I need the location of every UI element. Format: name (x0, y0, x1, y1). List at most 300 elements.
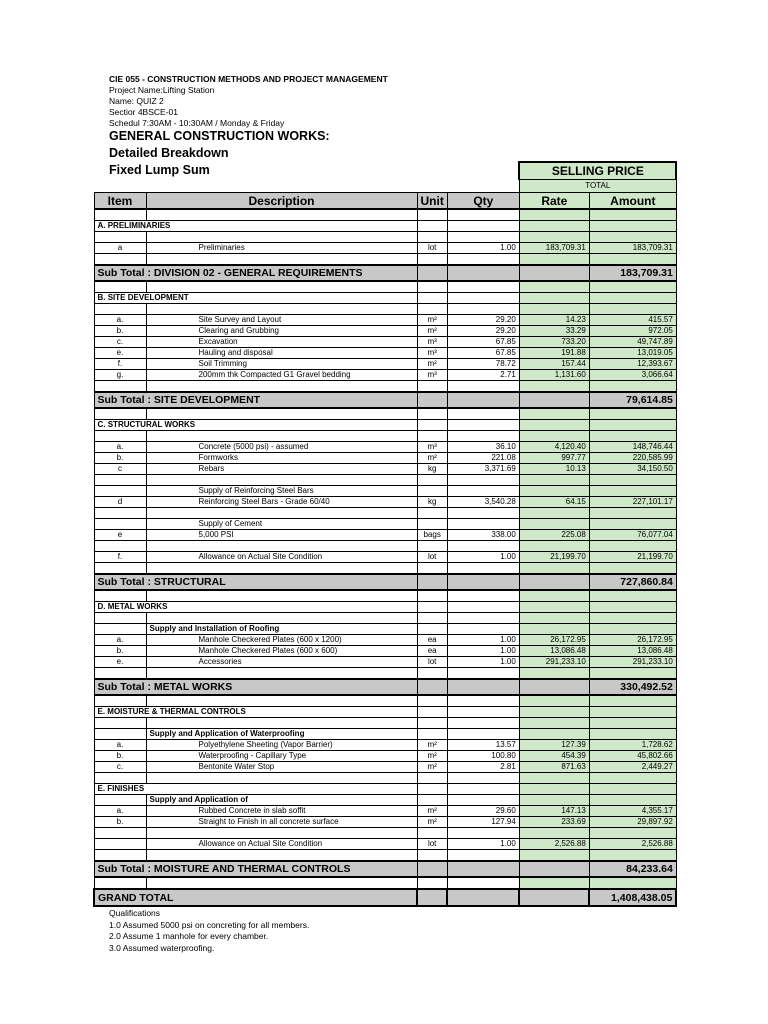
section-heading-row (94, 784, 676, 795)
item-amount: 1,728.62 (589, 740, 676, 751)
item-qty: 67.85 (447, 337, 519, 348)
unit-cell (417, 795, 447, 806)
description-cell (146, 232, 417, 243)
line-item-row (94, 817, 676, 828)
qty-cell (447, 304, 519, 315)
unit-cell (417, 718, 447, 729)
line-item-row (94, 486, 676, 497)
grand-total-label: GRAND TOTAL (94, 889, 417, 906)
item-cell (94, 877, 146, 889)
section-heading-row (94, 293, 676, 304)
item-rate (519, 486, 589, 497)
item-unit (417, 486, 447, 497)
item-code: e. (94, 657, 146, 668)
item-description: Manhole Checkered Plates (600 x 1200) (146, 635, 417, 646)
column-header-qty: Qty (447, 193, 519, 210)
spacer-row (94, 563, 676, 575)
item-code: f. (94, 552, 146, 563)
amount-cell (589, 668, 676, 680)
unit-cell (417, 590, 447, 602)
item-qty: 1.00 (447, 552, 519, 563)
item-qty (447, 486, 519, 497)
item-description: Site Survey and Layout (146, 315, 417, 326)
amount-cell (589, 381, 676, 393)
item-code: b. (94, 453, 146, 464)
rate-cell (519, 602, 589, 613)
rate-cell (519, 828, 589, 839)
line-item-row (94, 326, 676, 337)
section-heading: A. PRELIMINARIES (94, 221, 417, 232)
rate-cell (519, 718, 589, 729)
item-unit: m² (417, 751, 447, 762)
section-heading-row (94, 707, 676, 718)
section-heading-row (94, 221, 676, 232)
unit-cell (417, 293, 447, 304)
rate-cell (519, 668, 589, 680)
line-item-row (94, 359, 676, 370)
column-header-amount: Amount (589, 193, 676, 210)
item-code: a. (94, 635, 146, 646)
rate-cell (519, 729, 589, 740)
line-item-row (94, 243, 676, 254)
spacer-row (94, 850, 676, 862)
item-unit: lot (417, 243, 447, 254)
item-rate: 33.29 (519, 326, 589, 337)
qty-cell (447, 431, 519, 442)
spacer-row (94, 508, 676, 519)
amount-cell (589, 431, 676, 442)
item-code: b. (94, 817, 146, 828)
item-unit: m² (417, 315, 447, 326)
amount-cell (589, 729, 676, 740)
item-code: c (94, 464, 146, 475)
description-cell (146, 304, 417, 315)
unit-cell (417, 563, 447, 575)
item-rate: 64.15 (519, 497, 589, 508)
item-unit: m² (417, 806, 447, 817)
item-code (94, 519, 146, 530)
item-amount: 415.57 (589, 315, 676, 326)
item-code: b. (94, 751, 146, 762)
qty-cell (447, 281, 519, 293)
item-code: a. (94, 806, 146, 817)
item-description: Formworks (146, 453, 417, 464)
item-amount: 291,233.10 (589, 657, 676, 668)
item-amount (589, 486, 676, 497)
spacer-row (94, 828, 676, 839)
schedule-label: Schedul 7:30AM - 10:30AM / Monday & Friday (109, 118, 285, 128)
section-heading: E. FINISHES (94, 784, 417, 795)
line-item-row (94, 806, 676, 817)
qty-cell (447, 889, 519, 906)
unit-cell (417, 574, 447, 590)
subtotal-row (94, 392, 676, 408)
qty-cell (447, 475, 519, 486)
item-amount: 148,746.44 (589, 442, 676, 453)
amount-cell (589, 850, 676, 862)
rate-cell (519, 784, 589, 795)
line-item-row (94, 552, 676, 563)
item-code: b. (94, 326, 146, 337)
item-amount: 45,802.66 (589, 751, 676, 762)
document-title: GENERAL CONSTRUCTION WORKS: (109, 129, 330, 143)
amount-cell (589, 784, 676, 795)
rate-cell (519, 254, 589, 266)
item-code (94, 486, 146, 497)
item-code: c. (94, 762, 146, 773)
rate-cell (519, 679, 589, 695)
item-description: Hauling and disposal (146, 348, 417, 359)
item-unit: m² (417, 359, 447, 370)
item-rate: 10.13 (519, 464, 589, 475)
amount-cell (589, 293, 676, 304)
amount-cell (589, 254, 676, 266)
rate-cell (519, 861, 589, 877)
item-amount: 34,150.50 (589, 464, 676, 475)
item-unit: m² (417, 326, 447, 337)
subsection-row (94, 795, 676, 806)
column-header-item: Item (94, 193, 146, 210)
item-cell (94, 828, 146, 839)
total-header-row (94, 180, 676, 193)
item-unit: m³ (417, 442, 447, 453)
subsection-row (94, 624, 676, 635)
item-unit: m³ (417, 348, 447, 359)
rate-cell (519, 265, 589, 281)
amount-cell (589, 281, 676, 293)
qty-cell (447, 408, 519, 420)
spacer-row (94, 877, 676, 889)
item-cell (94, 718, 146, 729)
description-cell (146, 563, 417, 575)
grand-total-row (94, 889, 676, 906)
rate-cell (519, 707, 589, 718)
unit-cell (417, 624, 447, 635)
item-code: g. (94, 370, 146, 381)
column-header-rate: Rate (519, 193, 589, 210)
line-item-row (94, 453, 676, 464)
item-qty: 13.57 (447, 740, 519, 751)
item-code (94, 839, 146, 850)
item-qty: 1.00 (447, 646, 519, 657)
description-cell (146, 850, 417, 862)
description-cell (146, 828, 417, 839)
item-rate: 26,172.95 (519, 635, 589, 646)
rate-cell (519, 304, 589, 315)
rate-cell (519, 624, 589, 635)
unit-cell (417, 381, 447, 393)
spacer-row (94, 718, 676, 729)
qty-cell (447, 624, 519, 635)
amount-cell (589, 624, 676, 635)
item-qty: 338.00 (447, 530, 519, 541)
unit-cell (417, 420, 447, 431)
unit-cell (417, 221, 447, 232)
item-amount: 13,086.48 (589, 646, 676, 657)
subsection-label: Supply and Installation of Roofing (146, 624, 417, 635)
unit-cell (417, 668, 447, 680)
item-unit: m³ (417, 337, 447, 348)
item-rate: 1,131.60 (519, 370, 589, 381)
amount-cell (589, 408, 676, 420)
qty-cell (447, 254, 519, 266)
item-cell (94, 541, 146, 552)
item-cell (94, 381, 146, 393)
item-description: Reinforcing Steel Bars - Grade 60/40 (146, 497, 417, 508)
description-cell (146, 254, 417, 266)
item-amount: 49,747.89 (589, 337, 676, 348)
rate-cell (519, 431, 589, 442)
item-qty: 1.00 (447, 839, 519, 850)
spacer-row (94, 281, 676, 293)
item-rate: 291,233.10 (519, 657, 589, 668)
subtotal-label: Sub Total : MOISTURE AND THERMAL CONTROLS (94, 861, 417, 877)
amount-cell (589, 828, 676, 839)
unit-cell (417, 679, 447, 695)
spacer-row (94, 475, 676, 486)
item-description: Allowance on Actual Site Condition (146, 552, 417, 563)
qty-cell (447, 613, 519, 624)
qty-cell (447, 590, 519, 602)
item-cell (94, 475, 146, 486)
item-cell (94, 254, 146, 266)
subtotal-amount: 330,492.52 (589, 679, 676, 695)
spacer-row (94, 695, 676, 707)
item-cell (94, 850, 146, 862)
item-qty: 1.00 (447, 657, 519, 668)
item-description: Soil Trimming (146, 359, 417, 370)
amount-cell (589, 508, 676, 519)
item-unit (417, 519, 447, 530)
line-item-row (94, 751, 676, 762)
item-amount: 26,172.95 (589, 635, 676, 646)
section-heading-row (94, 602, 676, 613)
section-heading: B. SITE DEVELOPMENT (94, 293, 417, 304)
qty-cell (447, 381, 519, 393)
spacer-row (94, 541, 676, 552)
qty-cell (447, 784, 519, 795)
project-name: Project Name:Lifting Station (109, 85, 215, 95)
item-qty: 2.71 (447, 370, 519, 381)
unit-cell (417, 602, 447, 613)
qty-cell (447, 293, 519, 304)
item-code: a (94, 243, 146, 254)
item-cell (94, 281, 146, 293)
item-rate: 4,120.40 (519, 442, 589, 453)
contract-type: Fixed Lump Sum (109, 163, 210, 177)
line-item-row (94, 348, 676, 359)
item-description: Rubbed Concrete in slab soffit (146, 806, 417, 817)
rate-cell (519, 563, 589, 575)
spacer-row (94, 381, 676, 393)
item-rate: 233.69 (519, 817, 589, 828)
item-description: Waterproofing - Capillary Type (146, 751, 417, 762)
subtotal-amount: 727,860.84 (589, 574, 676, 590)
qty-cell (447, 574, 519, 590)
rate-cell (519, 420, 589, 431)
qty-cell (447, 563, 519, 575)
subtotal-row (94, 265, 676, 281)
unit-cell (417, 281, 447, 293)
item-cell (94, 624, 146, 635)
line-item-row (94, 635, 676, 646)
line-item-row (94, 657, 676, 668)
qty-cell (447, 392, 519, 408)
item-amount: 12,393.67 (589, 359, 676, 370)
item-cell (94, 563, 146, 575)
item-description: Supply of Cement (146, 519, 417, 530)
amount-cell (589, 304, 676, 315)
qty-cell (447, 828, 519, 839)
qty-cell (447, 232, 519, 243)
qty-cell (447, 265, 519, 281)
unit-cell (417, 254, 447, 266)
description-cell (146, 209, 417, 221)
amount-cell (589, 695, 676, 707)
item-cell (94, 773, 146, 784)
line-item-row (94, 315, 676, 326)
unit-cell (417, 850, 447, 862)
line-item-row (94, 530, 676, 541)
unit-cell (417, 209, 447, 221)
subtotal-label: Sub Total : STRUCTURAL (94, 574, 417, 590)
item-amount (589, 519, 676, 530)
section-label: Sectior 4BSCE-01 (109, 107, 178, 117)
qty-cell (447, 729, 519, 740)
amount-cell (589, 563, 676, 575)
item-qty: 100.80 (447, 751, 519, 762)
student-name: Name: QUIZ 2 (109, 96, 164, 106)
item-code: e (94, 530, 146, 541)
subsection-row (94, 729, 676, 740)
description-cell (146, 718, 417, 729)
qty-cell (447, 508, 519, 519)
unit-cell (417, 508, 447, 519)
line-item-row (94, 839, 676, 850)
qty-cell (447, 420, 519, 431)
subtotal-row (94, 574, 676, 590)
rate-cell (519, 508, 589, 519)
amount-cell (589, 590, 676, 602)
qty-cell (447, 877, 519, 889)
line-item-row (94, 337, 676, 348)
item-amount: 972.05 (589, 326, 676, 337)
spacer-row (94, 408, 676, 420)
item-rate: 183,709.31 (519, 243, 589, 254)
item-qty: 29.20 (447, 315, 519, 326)
course-title: CIE 055 - CONSTRUCTION METHODS AND PROJECT MANAGEMENT (109, 74, 388, 84)
rate-cell (519, 889, 589, 906)
description-cell (146, 613, 417, 624)
item-cell (94, 795, 146, 806)
qualifications-notes (109, 908, 309, 954)
spacer-row (94, 668, 676, 680)
amount-cell (589, 877, 676, 889)
qualification-note: 2.0 Assume 1 manhole for every chamber. (109, 931, 269, 941)
rate-cell (519, 695, 589, 707)
item-unit: lot (417, 839, 447, 850)
item-unit: m² (417, 453, 447, 464)
rate-cell (519, 850, 589, 862)
item-amount: 4,355.17 (589, 806, 676, 817)
item-amount: 29,897.92 (589, 817, 676, 828)
subtotal-amount: 183,709.31 (589, 265, 676, 281)
unit-cell (417, 392, 447, 408)
item-rate: 191.88 (519, 348, 589, 359)
qty-cell (447, 209, 519, 221)
item-rate: 14.23 (519, 315, 589, 326)
unit-cell (417, 773, 447, 784)
rate-cell (519, 773, 589, 784)
subtotal-row (94, 679, 676, 695)
section-heading: E. MOISTURE & THERMAL CONTROLS (94, 707, 417, 718)
amount-cell (589, 613, 676, 624)
unit-cell (417, 541, 447, 552)
item-description: Polyethylene Sheeting (Vapor Barrier) (146, 740, 417, 751)
item-rate: 733.20 (519, 337, 589, 348)
subtotal-label: Sub Total : METAL WORKS (94, 679, 417, 695)
unit-cell (417, 232, 447, 243)
spacer-row (94, 431, 676, 442)
line-item-row (94, 442, 676, 453)
item-rate: 997.77 (519, 453, 589, 464)
item-amount: 76,077.04 (589, 530, 676, 541)
item-rate: 225.08 (519, 530, 589, 541)
item-amount: 3,066.64 (589, 370, 676, 381)
qty-cell (447, 602, 519, 613)
total-label: TOTAL (519, 180, 676, 193)
line-item-row (94, 762, 676, 773)
qty-cell (447, 773, 519, 784)
item-code: c. (94, 337, 146, 348)
unit-cell (417, 613, 447, 624)
item-unit: m² (417, 762, 447, 773)
rate-cell (519, 795, 589, 806)
item-amount: 2,449.27 (589, 762, 676, 773)
item-description: Straight to Finish in all concrete surface (146, 817, 417, 828)
description-cell (146, 381, 417, 393)
item-unit: kg (417, 497, 447, 508)
section-heading-row (94, 420, 676, 431)
item-rate: 21,199.70 (519, 552, 589, 563)
amount-cell (589, 773, 676, 784)
item-description: Preliminaries (146, 243, 417, 254)
cost-breakdown-table (93, 161, 677, 907)
selling-price-label: SELLING PRICE (519, 162, 676, 180)
item-cell (94, 408, 146, 420)
item-qty: 1.00 (447, 243, 519, 254)
item-description: 200mm thk Compacted G1 Gravel bedding (146, 370, 417, 381)
rate-cell (519, 475, 589, 486)
unit-cell (417, 729, 447, 740)
amount-cell (589, 420, 676, 431)
subtotal-label: Sub Total : SITE DEVELOPMENT (94, 392, 417, 408)
item-qty: 78.72 (447, 359, 519, 370)
item-cell (94, 613, 146, 624)
item-rate: 454.39 (519, 751, 589, 762)
item-code: a. (94, 315, 146, 326)
description-cell (146, 431, 417, 442)
amount-cell (589, 602, 676, 613)
rate-cell (519, 293, 589, 304)
item-cell (94, 590, 146, 602)
item-code: a. (94, 740, 146, 751)
item-unit: m³ (417, 370, 447, 381)
rate-cell (519, 877, 589, 889)
amount-cell (589, 707, 676, 718)
item-unit: bags (417, 530, 447, 541)
qty-cell (447, 695, 519, 707)
